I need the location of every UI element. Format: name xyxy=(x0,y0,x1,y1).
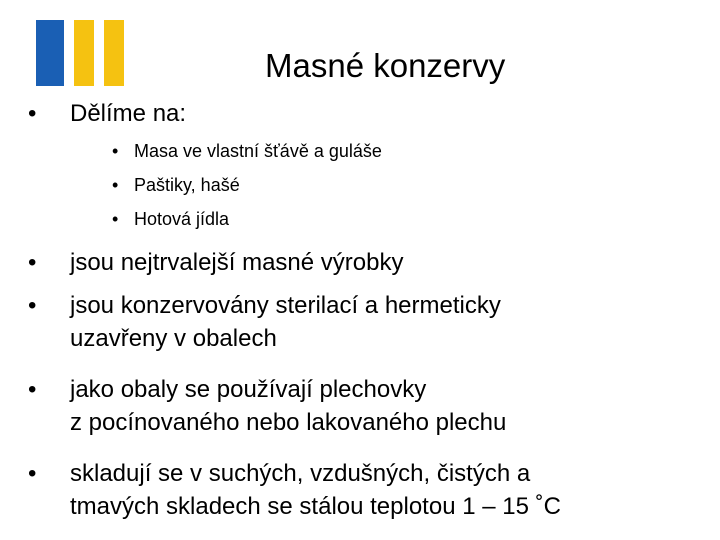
logo xyxy=(36,20,129,86)
logo-bar-yellow-1 xyxy=(74,20,94,86)
point-line: jako obaly se používají plechovky xyxy=(70,376,427,403)
point-line: skladují se v suchých, vzdušných, čistých a xyxy=(70,460,531,487)
point-item xyxy=(28,292,501,353)
bullet-icon: • xyxy=(112,175,119,195)
point-item xyxy=(28,249,403,277)
point-line: jsou nejtrvalejší masné výrobky xyxy=(70,249,404,276)
sub-item-text: Paštiky, hašé xyxy=(134,175,240,195)
logo-bar-blue xyxy=(36,20,64,86)
point-line: z pocínovaného nebo lakovaného plechu xyxy=(70,409,507,436)
sub-item xyxy=(112,208,229,230)
intro-item xyxy=(28,100,186,128)
bullet-icon: • xyxy=(112,209,119,229)
point-line: uzavřeny v obalech xyxy=(70,325,277,352)
slide-title: Masné konzervy xyxy=(265,47,506,84)
bullet-icon: • xyxy=(28,292,37,319)
bullet-icon: • xyxy=(28,249,37,276)
point-item xyxy=(28,376,506,437)
point-line: tmavých skladech se stálou teplotou 1 – 15 ˚C xyxy=(70,493,561,520)
bullet-icon: • xyxy=(28,100,37,127)
bullet-icon: • xyxy=(112,141,119,161)
sub-item-text: Hotová jídla xyxy=(134,209,230,229)
bullet-icon: • xyxy=(28,376,37,403)
bullet-icon: • xyxy=(28,460,37,487)
sub-item xyxy=(112,174,240,196)
point-line: jsou konzervovány sterilací a hermeticky xyxy=(70,292,501,319)
sub-item-text: Masa ve vlastní šťávě a guláše xyxy=(134,141,382,161)
logo-bar-yellow-2 xyxy=(104,20,124,86)
sub-item xyxy=(112,140,382,162)
point-item xyxy=(28,460,561,521)
intro-text: Dělíme na: xyxy=(70,100,187,127)
